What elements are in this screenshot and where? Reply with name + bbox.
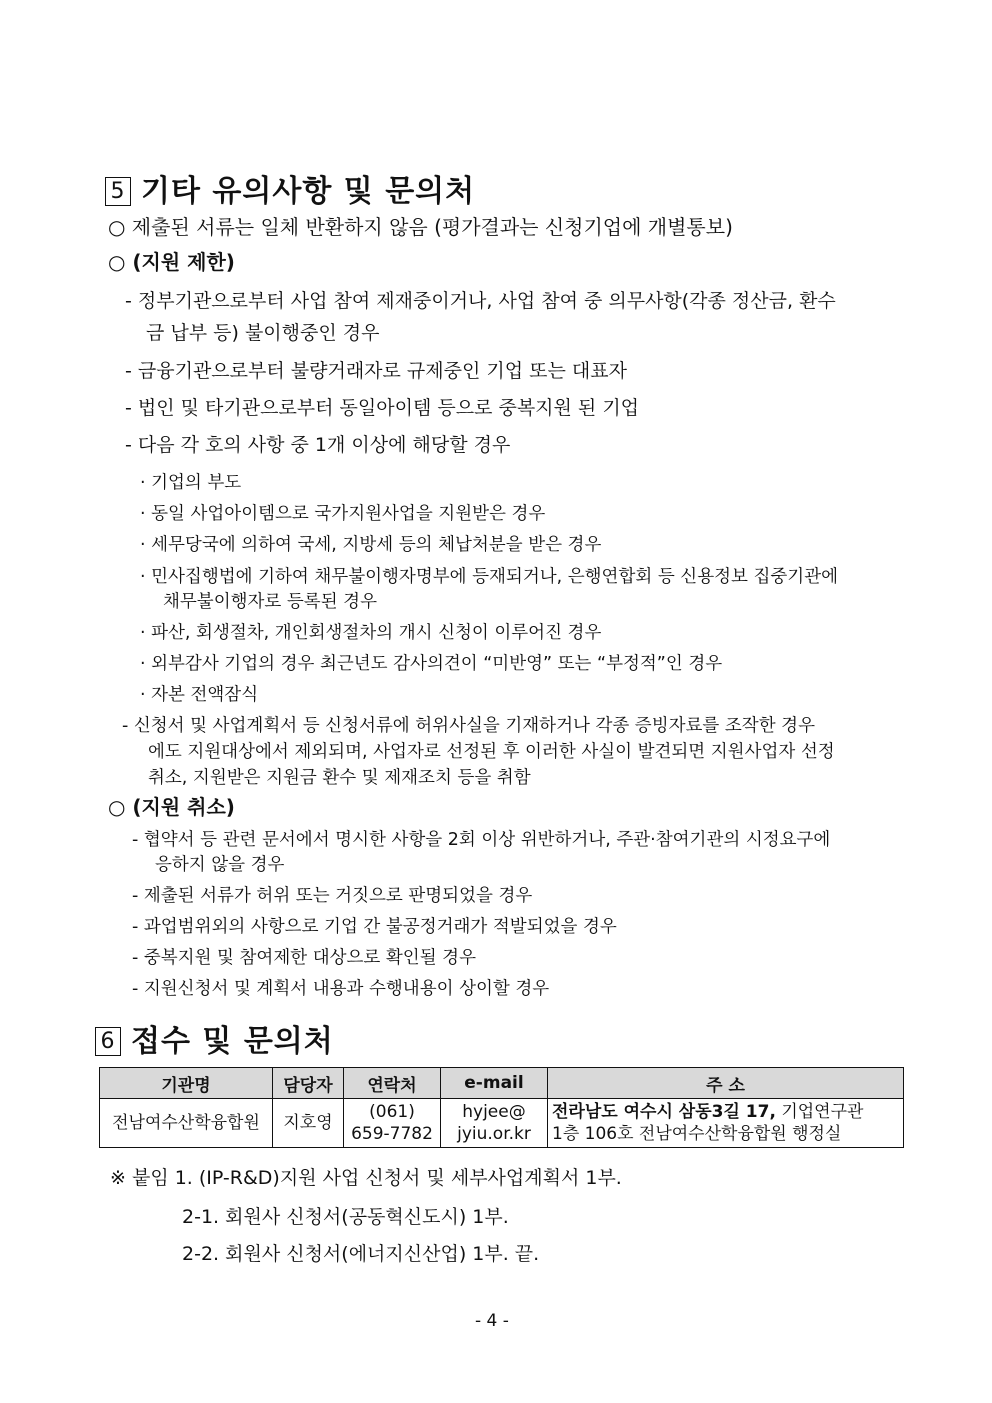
address-line-1 xyxy=(552,1101,899,1123)
section-5-heading xyxy=(105,166,475,210)
phone-cell xyxy=(344,1099,441,1148)
email-domain: jyiu.or.kr xyxy=(457,1124,531,1144)
phone-number: 659-7782 xyxy=(351,1124,433,1144)
cancel-item: - 제출된 서류가 허위 또는 거짓으로 판명되었을 경우 xyxy=(132,886,533,906)
email-user: hyjee@ xyxy=(462,1102,526,1122)
cancel-item: - 지원신청서 및 계획서 내용과 수행내용이 상이할 경우 xyxy=(132,979,550,999)
false-docs-line: 에도 지원대상에서 제외되며, 사업자로 선정된 후 이러한 사실이 발견되면 지원사업자 선정 xyxy=(148,742,835,762)
phone-area-code: (061) xyxy=(369,1102,415,1122)
sub-item: · 세무당국에 의하여 국세, 지방세 등의 체납처분을 받은 경우 xyxy=(140,535,602,555)
sub-item: · 동일 사업아이템으로 국가지원사업을 지원받은 경우 xyxy=(140,504,546,524)
attachment-line: 2-2. 회원사 신청서(에너지신산업) 1부. 끝. xyxy=(182,1243,540,1265)
restriction-heading: ○ (지원 제한) xyxy=(108,250,235,274)
restriction-item: - 금융기관으로부터 불량거래자로 규제중인 기업 또는 대표자 xyxy=(125,360,627,382)
person-cell: 지호영 xyxy=(273,1099,344,1148)
sub-item: · 자본 전액잠식 xyxy=(140,685,259,705)
section-title: 접수 및 문의처 xyxy=(131,1024,334,1059)
cancel-item: - 과업범위외의 사항으로 기업 간 불공정거래가 적발되었을 경우 xyxy=(132,917,617,937)
column-header: 기관명 xyxy=(100,1068,273,1099)
false-docs-line: 취소, 지원받은 지원금 환수 및 제재조치 등을 취함 xyxy=(148,768,531,788)
address-cell xyxy=(548,1099,904,1148)
restriction-item: - 다음 각 호의 사항 중 1개 이상에 해당할 경우 xyxy=(125,434,511,456)
table-header-row xyxy=(100,1068,904,1099)
email-cell[interactable] xyxy=(441,1099,548,1148)
false-docs-line: - 신청서 및 사업계획서 등 신청서류에 허위사실을 기재하거나 각종 증빙자료를 조작한 경우 xyxy=(122,716,815,736)
cancel-item: - 중복지원 및 참여제한 대상으로 확인될 경우 xyxy=(132,948,476,968)
address-line-2: 1층 106호 전남여수산학융합원 행정실 xyxy=(552,1124,842,1144)
notice-line: ○ 제출된 서류는 일체 반환하지 않음 (평가결과는 신청기업에 개별통보) xyxy=(108,215,733,239)
attachment-line: 2-1. 회원사 신청서(공동혁신도시) 1부. xyxy=(182,1206,509,1228)
section-number-box: 6 xyxy=(95,1027,121,1056)
sub-item: · 파산, 회생절차, 개인회생절차의 개시 신청이 이루어진 경우 xyxy=(140,623,602,643)
sub-item: · 민사집행법에 기하여 채무불이행자명부에 등재되거나, 은행연합회 등 신용정보 집중기관에 xyxy=(140,567,839,587)
column-header: 주 소 xyxy=(548,1068,904,1099)
page-number: - 4 - xyxy=(475,1311,509,1331)
column-header: 담당자 xyxy=(273,1068,344,1099)
restriction-item: - 법인 및 타기관으로부터 동일아이템 등으로 중복지원 된 기업 xyxy=(125,397,640,419)
address-bold: 전라남도 여수시 삼동3길 17, xyxy=(552,1102,776,1122)
cancel-heading: ○ (지원 취소) xyxy=(108,795,235,819)
table-row xyxy=(100,1099,904,1148)
sub-item: · 외부감사 기업의 경우 최근년도 감사의견이 “미반영” 또는 “부정적”인 경우 xyxy=(140,654,723,674)
section-title: 기타 유의사항 및 문의처 xyxy=(141,174,476,209)
restriction-item: - 정부기관으로부터 사업 참여 제재중이거나, 사업 참여 중 의무사항(각종 정산금, 환수 xyxy=(125,290,836,312)
sub-item: · 기업의 부도 xyxy=(140,473,242,493)
cancel-item-cont: 응하지 않을 경우 xyxy=(155,855,285,875)
section-6-heading xyxy=(95,1016,334,1060)
column-header: 연락처 xyxy=(344,1068,441,1099)
address-rest: 기업연구관 xyxy=(775,1102,864,1122)
section-number-box: 5 xyxy=(105,177,131,206)
org-cell: 전남여수산학융합원 xyxy=(100,1099,273,1148)
cancel-item: - 협약서 등 관련 문서에서 명시한 사항을 2회 이상 위반하거나, 주관·참여기관의 시정요구에 xyxy=(132,830,831,850)
restriction-item-cont: 금 납부 등) 불이행중인 경우 xyxy=(146,322,380,344)
column-header: e-mail xyxy=(441,1068,548,1099)
attachment-line: ※ 붙임 1. (IP-R&D)지원 사업 신청서 및 세부사업계획서 1부. xyxy=(110,1167,622,1189)
sub-item-cont: 채무불이행자로 등록된 경우 xyxy=(163,592,377,612)
contact-table xyxy=(99,1067,904,1148)
